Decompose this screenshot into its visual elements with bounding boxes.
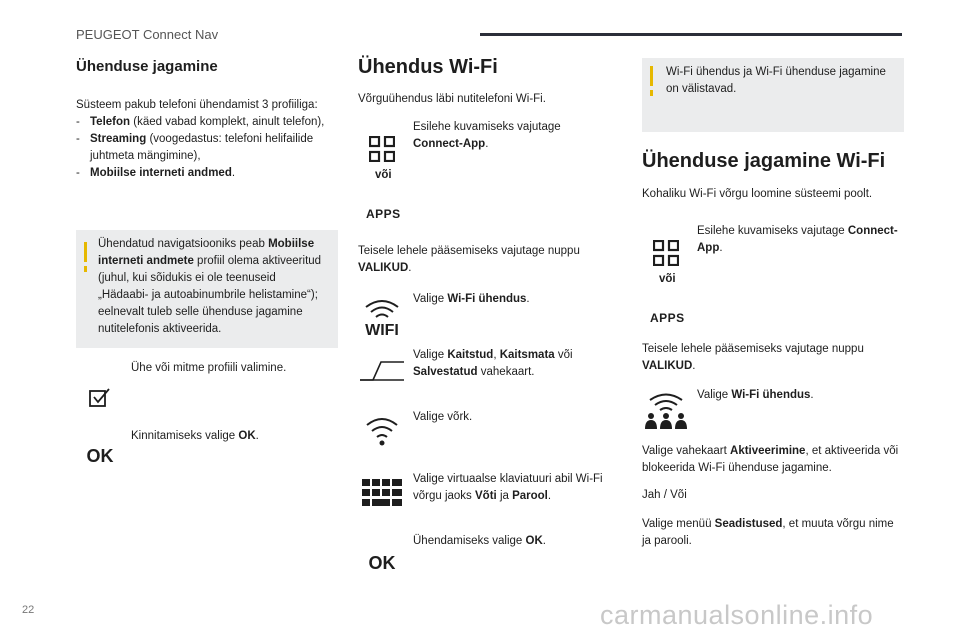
list-item: - Telefon (käed vabad komplekt, ainult telefon), xyxy=(76,116,325,128)
wifi-users-icon xyxy=(642,387,690,435)
intro-text: Võrguühendus läbi nutitelefoni Wi-Fi. xyxy=(358,93,546,105)
heading-wifi-connection: Ühendus Wi-Fi xyxy=(358,56,498,78)
options-text: Teisele lehele pääsemiseks vajutage nuppu VALIKUD. xyxy=(358,245,580,274)
step-home: Esilehe kuvamiseks vajutage Connect-App. või xyxy=(642,223,904,309)
ok-icon: OK xyxy=(368,552,396,573)
step-confirm-ok: OK Kinnitamiseks valige OK. xyxy=(76,428,338,468)
step-select-profile: Ühe või mitme profiili valimine. xyxy=(76,360,338,400)
options-text: Teisele lehele pääsemiseks vajutage nuppu VALIKUD. xyxy=(642,343,864,372)
intro-text: Kohaliku Wi-Fi võrgu loomine süsteemi poolt. xyxy=(642,188,873,200)
list-item: - Streaming (voogedastus: telefoni helifailide juhtmeta mängimine), xyxy=(76,133,314,162)
step-wifi-connection: Valige Wi-Fi ühendus. xyxy=(642,387,904,437)
wifi-text-icon xyxy=(358,291,406,339)
column-connection-sharing xyxy=(76,50,338,468)
header-bar xyxy=(480,33,902,36)
info-marker-icon xyxy=(84,242,87,262)
wifi-icon xyxy=(358,407,406,455)
keyboard-icon xyxy=(358,469,406,517)
svg-text:WIFI: WIFI xyxy=(365,322,399,337)
info-marker-icon xyxy=(650,66,653,86)
yes-no-text: Jah / Või xyxy=(642,489,687,501)
checkbox-check-icon xyxy=(76,374,124,422)
or-label: või xyxy=(375,169,392,181)
column-wifi-sharing xyxy=(642,50,904,550)
list-item: - Mobiilse interneti andmed. xyxy=(76,167,236,179)
header-title: PEUGEOT Connect Nav xyxy=(76,27,219,42)
info-note: Wi-Fi ühendus ja Wi-Fi ühenduse jagamine on välistavad. xyxy=(642,58,904,132)
apps-icon: APPS xyxy=(650,311,685,325)
step-connect-ok: OK Ühendamiseks valige OK. xyxy=(358,533,604,573)
info-note: Ühendatud navigatsiooniks peab Mobiilse interneti andmete profiil olema aktiveeritud (juhul, kui sõidukis ei ole teenuseid „Hädaabi- ja autoabinumbrile helistamine“); eelnevalt tuleb selle ühenduse jagamine nutitelefonis aktiveerida. xyxy=(76,230,338,348)
ok-icon: OK xyxy=(86,445,114,466)
column-wifi-connection xyxy=(358,50,604,573)
page-number: 22 xyxy=(22,604,35,616)
step-wifi-connection: WIFI Valige Wi-Fi ühendus. xyxy=(358,291,604,343)
grid-apps-icon xyxy=(358,125,406,173)
or-label: või xyxy=(659,273,676,285)
step-home: Esilehe kuvamiseks vajutage Connect-App. või xyxy=(358,119,604,205)
heading-wifi-sharing: Ühenduse jagamine Wi-Fi xyxy=(642,150,886,172)
step-keyboard: Valige virtuaalse klaviatuuri abil Wi-Fi võrgu jaoks Võti ja Parool. xyxy=(358,471,604,533)
profile-list xyxy=(76,114,338,182)
heading-connection-sharing: Ühenduse jagamine xyxy=(76,58,218,75)
step-select-tab: Valige Kaitstud, Kaitsmata või Salvestatud vahekaart. xyxy=(358,347,604,409)
step-select-network: Valige võrk. xyxy=(358,409,604,469)
intro-text: Süsteem pakub telefoni ühendamist 3 profiiliga: xyxy=(76,99,318,111)
tab-shape-icon xyxy=(358,347,406,395)
activation-text: Valige vahekaart Aktiveerimine, et aktiveerida või blokeerida Wi-Fi ühenduse jagamine. xyxy=(642,445,899,474)
grid-apps-icon xyxy=(642,229,690,277)
apps-icon: APPS xyxy=(366,207,401,221)
watermark: carmanualsonline.info xyxy=(600,600,874,630)
settings-text: Valige menüü Seadistused, et muuta võrgu nime ja parooli. xyxy=(642,518,894,547)
